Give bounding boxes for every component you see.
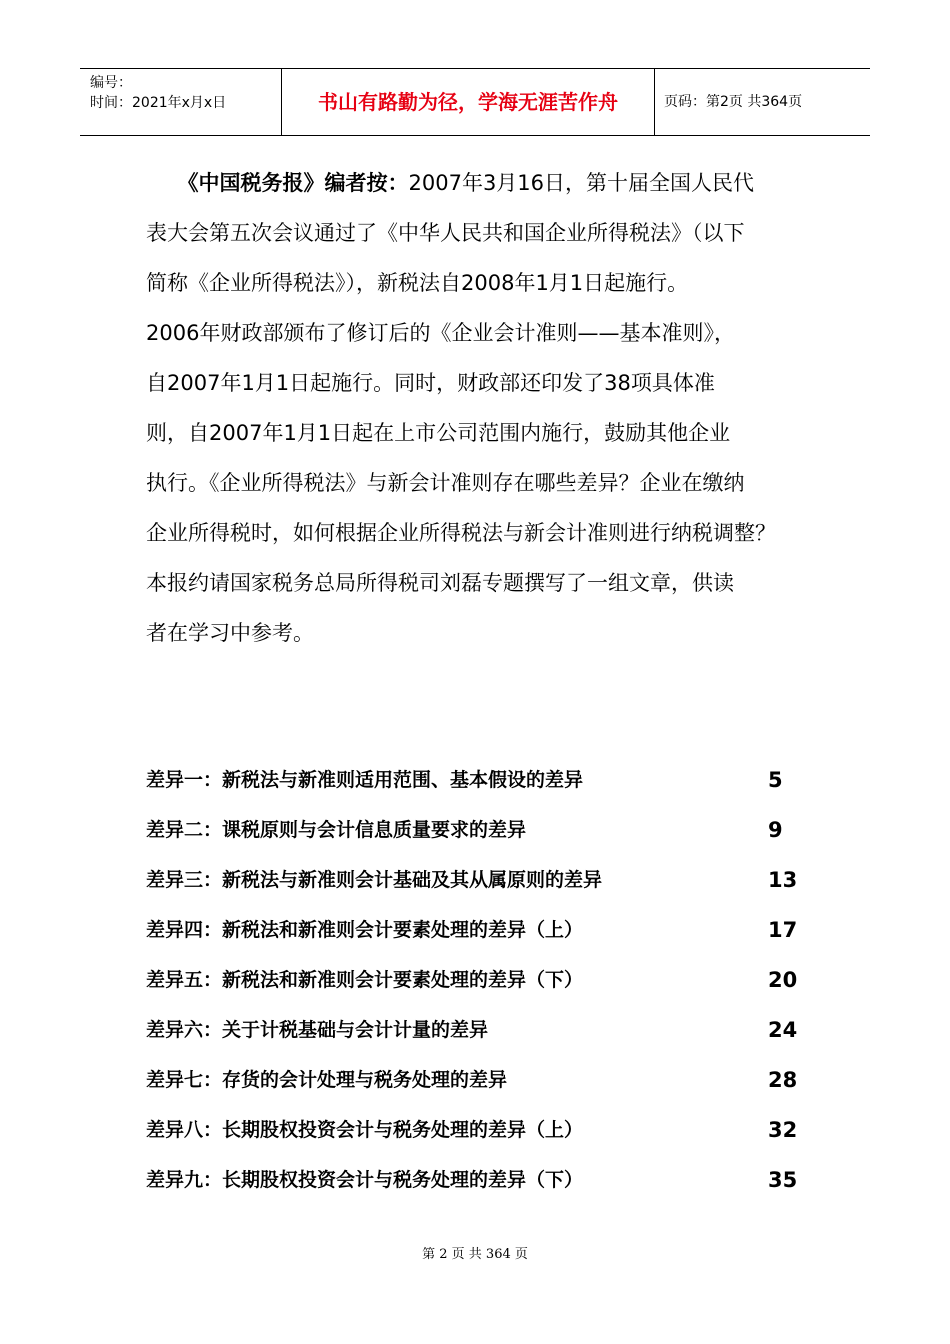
editor-note-line: 者在学习中参考。	[146, 621, 314, 645]
editor-note-line: 2006年财政部颁布了修订后的《企业会计准则——基本准则》，	[146, 321, 735, 345]
document-number-label: 编号：	[90, 75, 132, 91]
toc-entry-page: 20	[768, 968, 798, 992]
toc-entry[interactable]	[146, 1006, 826, 1056]
editor-note-text: 2007年3月16日，第十届全国人民代	[408, 171, 755, 195]
toc-entry[interactable]	[146, 1056, 826, 1106]
toc-entry[interactable]	[146, 856, 826, 906]
toc-entry[interactable]	[146, 906, 826, 956]
toc-entry-page: 24	[768, 1018, 798, 1042]
toc-entry[interactable]	[146, 1156, 826, 1206]
toc-entry-page: 5	[768, 768, 783, 792]
toc-entry[interactable]	[146, 756, 826, 806]
toc-entry-page: 32	[768, 1118, 798, 1142]
editor-note-line: 则，自2007年1月1日起在上市公司范围内施行，鼓励其他企业	[146, 421, 731, 445]
page-footer: 第 2 页 共 364 页	[422, 1247, 528, 1262]
toc-entry[interactable]	[146, 1106, 826, 1156]
editor-note-line: 企业所得税时，如何根据企业所得税法与新会计准则进行纳税调整？	[146, 521, 776, 545]
document-date: 时间：2021年x月x日	[90, 95, 227, 111]
toc-entry-title: 差异六：关于计税基础与会计计量的差异	[146, 1019, 489, 1041]
editor-note-line: 执行。《企业所得税法》与新会计准则存在哪些差异？企业在缴纳	[146, 471, 745, 495]
toc-entry-title: 差异九：长期股权投资会计与税务处理的差异（下）	[146, 1169, 584, 1191]
toc-entry-title: 差异四：新税法和新准则会计要素处理的差异（上）	[146, 919, 584, 941]
editor-note	[146, 161, 826, 661]
toc-entry[interactable]	[146, 956, 826, 1006]
toc-entry[interactable]	[146, 806, 826, 856]
editor-note-lead: 《中国税务报》编者按：	[188, 171, 409, 195]
header-motto: 书山有路勤为径，学海无涯苦作舟	[281, 69, 655, 135]
editor-note-line: 表大会第五次会议通过了《中华人民共和国企业所得税法》（以下	[146, 221, 745, 245]
toc-entry-page: 28	[768, 1068, 798, 1092]
editor-note-line	[146, 161, 826, 211]
table-of-contents	[146, 756, 826, 1206]
toc-entry-page: 9	[768, 818, 783, 842]
editor-note-line: 自2007年1月1日起施行。同时，财政部还印发了38项具体准	[146, 371, 715, 395]
page-header	[80, 68, 870, 136]
toc-entry-page: 13	[768, 868, 798, 892]
toc-entry-page: 17	[768, 918, 798, 942]
editor-note-line: 本报约请国家税务总局所得税司刘磊专题撰写了一组文章，供读	[146, 571, 734, 595]
toc-entry-title: 差异一：新税法与新准则适用范围、基本假设的差异	[146, 769, 584, 791]
toc-entry-title: 差异三：新税法与新准则会计基础及其从属原则的差异	[146, 869, 603, 891]
editor-note-line: 简称《企业所得税法》），新税法自2008年1月1日起施行。	[146, 271, 689, 295]
toc-entry-title: 差异二：课税原则与会计信息质量要求的差异	[146, 819, 527, 841]
header-page-info: 页码：第2页 共364页	[664, 94, 803, 110]
toc-entry-title: 差异八：长期股权投资会计与税务处理的差异（上）	[146, 1119, 584, 1141]
header-meta	[80, 69, 281, 135]
toc-entry-title: 差异七：存货的会计处理与税务处理的差异	[146, 1069, 508, 1091]
toc-entry-title: 差异五：新税法和新准则会计要素处理的差异（下）	[146, 969, 584, 991]
toc-entry-page: 35	[768, 1168, 798, 1192]
